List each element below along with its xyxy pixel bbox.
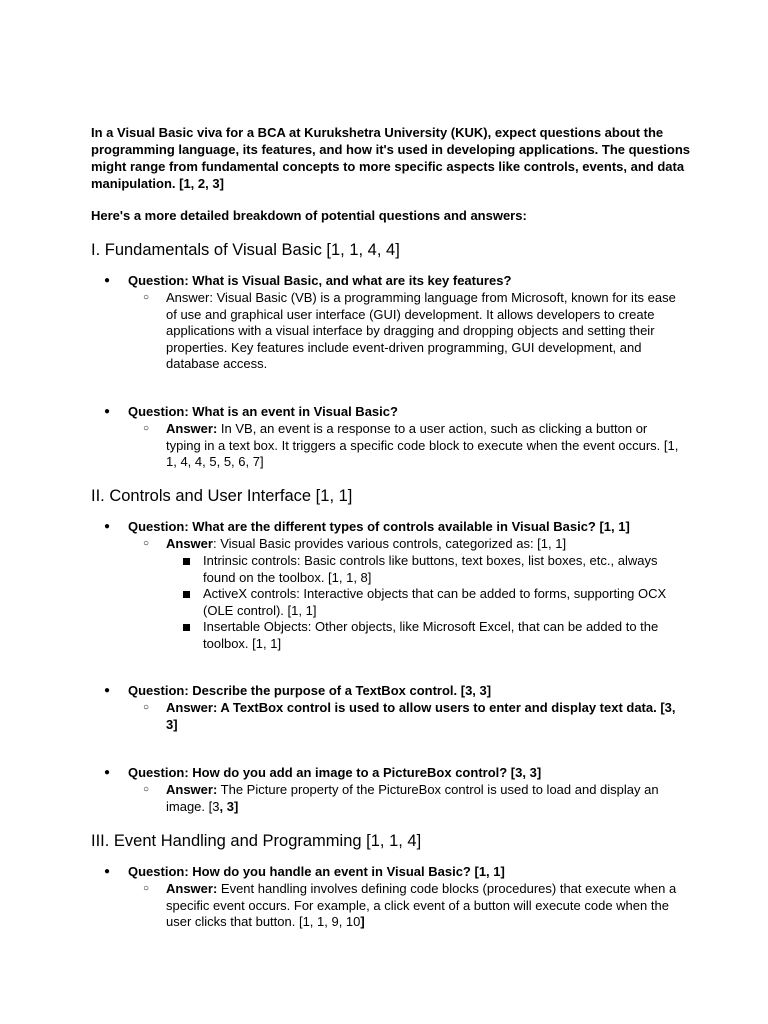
subitem-intrinsic-controls: Intrinsic controls: Basic controls like buttons, text boxes, list boxes, etc., always found on the toolbox. [1, 1, 8] — [203, 553, 658, 585]
bullet-dot: ● — [104, 521, 111, 532]
subitem-activex-controls: ActiveX controls: Interactive objects that can be added to forms, supporting OCX (OLE control). [1, 1] — [203, 586, 667, 618]
answer-text-end: , 3] — [219, 798, 239, 814]
intro-paragraph — [91, 124, 691, 192]
question-handle-event: Question: How do you handle an event in Visual Basic? [1, 1] — [128, 864, 505, 879]
answer-label: Answer — [166, 536, 213, 551]
bullet-circle: ○ — [143, 292, 150, 303]
answer-text: In VB, an event is a response to a user action, such as clicking a button or typing in a text box. It triggers a specific code block to execute when the event occurs. [1, 1, 4, 4, 5, 5, 6, 7] — [166, 421, 679, 469]
bullet-circle: ○ — [143, 883, 150, 894]
bullet-circle: ○ — [143, 423, 150, 434]
answer-text-end: ] — [360, 914, 365, 929]
question-picturebox: Question: How do you add an image to a PictureBox control? [3, 3] — [128, 765, 542, 780]
answer-label: Answer: — [166, 881, 218, 896]
question-event: Question: What is an event in Visual Basic? — [128, 404, 398, 419]
question-what-is-vb: Question: What is Visual Basic, and what are its key features? — [128, 273, 512, 288]
bullet-square — [183, 591, 190, 598]
bullet-circle: ○ — [143, 702, 150, 713]
bullet-dot: ● — [104, 866, 111, 877]
bullet-dot: ● — [104, 767, 111, 778]
bullet-dot: ● — [104, 275, 111, 286]
bullet-dot: ● — [104, 685, 111, 696]
section-heading-fundamentals: I. Fundamentals of Visual Basic [1, 1, 4, 4] — [91, 241, 400, 259]
section-heading-controls: II. Controls and User Interface [1, 1] — [91, 487, 353, 505]
question-controls-types: Question: What are the different types of controls available in Visual Basic? [1, 1] — [128, 519, 630, 534]
bullet-dot: ● — [104, 406, 111, 417]
subitem-insertable-objects: Insertable Objects: Other objects, like Microsoft Excel, that can be added to the toolbox. [1, 1] — [203, 619, 659, 651]
question-textbox: Question: Describe the purpose of a TextBox control. [3, 3] — [128, 683, 492, 698]
bullet-square — [183, 624, 190, 631]
answer-label: Answer: — [166, 782, 218, 797]
answer-textbox: Answer: A TextBox control is used to allow users to enter and display text data. [3, 3] — [166, 700, 676, 732]
answer-event — [166, 421, 681, 471]
bullet-circle: ○ — [143, 538, 150, 549]
answer-what-is-vb: Answer: Visual Basic (VB) is a programming language from Microsoft, known for its ease of use and graphical user interface (GUI) development. It allows developers to create applications with a visual interface by dragging and dropping objects and setting their properties. Key features include event-driven programming, GUI development, and database access. — [166, 290, 676, 371]
answer-controls-types — [166, 536, 681, 553]
answer-text: The Picture property of the PictureBox control is used to load and display an image. [3 — [166, 782, 659, 814]
bullet-square — [183, 558, 190, 565]
intro-text: In a Visual Basic viva for a BCA at Kurukshetra University (KUK), expect questions about the programming language, its features, and how it's used in developing applications. The questions might range from fundamental concepts to more specific aspects like controls, events, and data manipulation. [1, 2, 3] — [91, 125, 691, 191]
section-heading-event-handling: III. Event Handling and Programming [1, 1, 4] — [91, 832, 422, 850]
lead-text: Here's a more detailed breakdown of potential questions and answers: — [91, 208, 527, 223]
bullet-circle: ○ — [143, 784, 150, 795]
answer-picturebox — [166, 782, 681, 815]
answer-label: Answer: — [166, 421, 218, 436]
answer-text: : Visual Basic provides various controls, categorized as: [1, 1] — [212, 536, 567, 551]
answer-handle-event — [166, 881, 681, 931]
answer-text: Event handling involves defining code blocks (procedures) that execute when a specific event occurs. For example, a click event of a button will execute code when the user clicks that button. [1, 1, 9, 10 — [166, 881, 677, 929]
